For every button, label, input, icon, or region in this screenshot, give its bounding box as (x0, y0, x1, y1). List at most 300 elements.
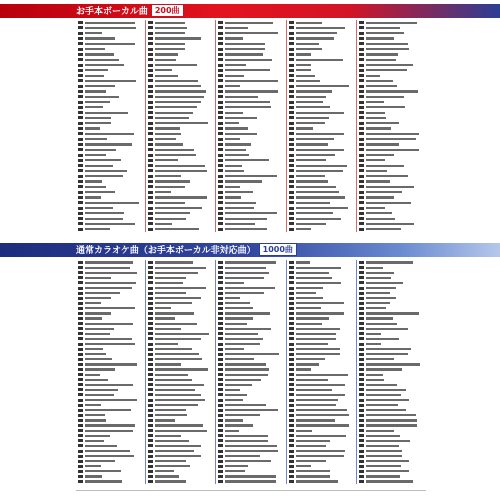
song-title-mark (155, 419, 175, 421)
song-title-mark (225, 90, 278, 92)
song-number-mark (218, 353, 223, 356)
song-number-mark (148, 450, 153, 453)
song-title-mark (366, 196, 394, 198)
song-number-mark (289, 399, 294, 402)
song-title-mark (155, 343, 178, 345)
song-title-mark (85, 323, 133, 325)
song-title-mark (366, 186, 414, 188)
song-title-mark (225, 106, 271, 108)
song-title-mark (225, 455, 260, 457)
song-title-mark (85, 292, 120, 294)
song-number-mark (218, 90, 223, 93)
song-column (356, 20, 426, 232)
song-number-mark (148, 90, 153, 93)
song-title-mark (85, 399, 137, 401)
song-number-mark (359, 455, 364, 458)
song-title-mark (296, 138, 334, 140)
song-title-mark (85, 101, 110, 103)
song-number-mark (148, 169, 153, 172)
song-title-mark (225, 159, 269, 161)
song-number-mark (148, 327, 153, 330)
song-title-mark (296, 302, 344, 304)
song-number-mark (359, 353, 364, 356)
song-number-mark (359, 95, 364, 98)
song-title-mark (296, 149, 344, 151)
song-number-mark (289, 42, 294, 45)
song-title-mark (85, 149, 116, 151)
song-number-mark (78, 358, 83, 361)
song-title-mark (155, 435, 181, 437)
song-title-mark (366, 191, 402, 193)
song-title-mark (366, 480, 413, 482)
song-number-mark (218, 32, 223, 35)
song-title-mark (155, 445, 201, 447)
song-title-mark (155, 48, 185, 50)
song-number-mark (218, 79, 223, 82)
song-number-mark (148, 287, 153, 290)
song-number-mark (148, 26, 153, 29)
song-number-mark (78, 271, 83, 274)
song-number-mark (359, 368, 364, 371)
song-number-mark (78, 261, 83, 264)
song-title-mark (85, 272, 137, 274)
song-number-mark (218, 42, 223, 45)
song-title-mark (155, 312, 194, 314)
song-title-mark (366, 317, 393, 319)
song-number-mark (359, 122, 364, 125)
song-number-mark (148, 261, 153, 264)
song-title-mark (366, 368, 402, 370)
song-title-mark (296, 465, 311, 467)
song-number-mark (359, 58, 364, 61)
song-entry (216, 479, 285, 484)
song-title-mark (225, 394, 247, 396)
song-number-mark (289, 164, 294, 167)
song-number-mark (218, 58, 223, 61)
song-number-mark (148, 475, 153, 478)
song-title-mark (85, 138, 107, 140)
song-number-mark (218, 191, 223, 194)
song-number-mark (289, 465, 294, 468)
song-title-mark (85, 267, 130, 269)
song-title-mark (155, 302, 192, 304)
song-number-mark (78, 64, 83, 67)
song-title-mark (366, 53, 398, 55)
song-title-mark (155, 96, 204, 98)
song-title-mark (366, 430, 394, 432)
song-number-mark (359, 164, 364, 167)
song-entry (287, 479, 356, 484)
song-title-mark (296, 22, 322, 24)
song-title-mark (296, 287, 323, 289)
song-title-mark (366, 59, 396, 61)
song-number-mark (218, 266, 223, 269)
song-title-mark (366, 404, 398, 406)
song-number-mark (289, 358, 294, 361)
song-title-mark (85, 80, 136, 82)
song-number-mark (218, 373, 223, 376)
song-number-mark (148, 217, 153, 220)
song-number-mark (148, 348, 153, 351)
song-number-mark (289, 327, 294, 330)
song-title-mark (296, 261, 310, 263)
song-title-mark (85, 435, 110, 437)
song-title-mark (155, 404, 198, 406)
song-title-mark (366, 333, 381, 335)
song-number-mark (359, 143, 364, 146)
song-title-mark (296, 317, 329, 319)
song-number-mark (78, 399, 83, 402)
song-title-mark (366, 419, 417, 421)
song-number-mark (289, 180, 294, 183)
song-number-mark (359, 399, 364, 402)
song-number-mark (359, 175, 364, 178)
song-number-mark (148, 159, 153, 162)
song-title-mark (296, 37, 334, 39)
song-title-mark (366, 302, 390, 304)
song-number-mark (218, 127, 223, 130)
song-number-mark (78, 475, 83, 478)
song-number-mark (218, 343, 223, 346)
song-title-mark (366, 122, 399, 124)
song-title-mark (225, 358, 254, 360)
song-column (215, 260, 285, 484)
song-title-mark (366, 353, 408, 355)
song-title-mark (296, 180, 328, 182)
song-number-mark (218, 185, 223, 188)
song-title-mark (366, 48, 409, 50)
song-title-mark (366, 323, 397, 325)
song-title-mark (85, 404, 101, 406)
song-title-mark (225, 175, 277, 177)
song-title-mark (366, 435, 400, 437)
song-title-mark (85, 353, 106, 355)
song-title-mark (366, 223, 414, 225)
song-title-mark (296, 358, 325, 360)
song-number-mark (218, 409, 223, 412)
song-title-mark (366, 379, 384, 381)
song-number-mark (148, 414, 153, 417)
song-number-mark (78, 368, 83, 371)
song-number-mark (289, 53, 294, 56)
song-number-mark (218, 26, 223, 29)
song-title-mark (225, 419, 243, 421)
song-title-mark (366, 424, 417, 426)
song-title-mark (225, 435, 268, 437)
song-title-mark (225, 450, 278, 452)
song-title-mark (296, 424, 349, 426)
song-title-mark (155, 317, 175, 319)
song-number-mark (148, 138, 153, 141)
song-column (286, 260, 356, 484)
song-number-mark (289, 455, 294, 458)
song-title-mark (225, 297, 240, 299)
song-number-mark (148, 266, 153, 269)
song-number-mark (218, 212, 223, 215)
song-number-mark (289, 74, 294, 77)
song-title-mark (366, 228, 401, 230)
song-title-mark (225, 353, 279, 355)
song-title-mark (225, 127, 248, 129)
song-number-mark (218, 419, 223, 422)
song-title-mark (366, 312, 419, 314)
song-number-mark (218, 444, 223, 447)
song-number-mark (218, 424, 223, 427)
song-title-mark (155, 394, 201, 396)
song-number-mark (218, 439, 223, 442)
song-title-mark (85, 343, 135, 345)
song-number-mark (218, 64, 223, 67)
song-title-mark (155, 440, 189, 442)
song-title-mark (85, 480, 122, 482)
song-number-mark (359, 317, 364, 320)
song-title-mark (225, 430, 239, 432)
song-title-mark (85, 348, 103, 350)
song-title-mark (225, 27, 248, 29)
song-title-mark (155, 399, 205, 401)
song-title-mark (366, 374, 383, 376)
song-number-mark (289, 271, 294, 274)
song-title-mark (85, 419, 106, 421)
song-title-mark (296, 430, 312, 432)
song-title-mark (366, 212, 392, 214)
song-title-mark (225, 267, 266, 269)
song-number-mark (78, 327, 83, 330)
song-title-mark (296, 48, 322, 50)
song-title-mark (155, 207, 202, 209)
song-number-mark (218, 175, 223, 178)
song-title-mark (225, 460, 271, 462)
song-title-mark (85, 358, 112, 360)
song-title-mark (296, 170, 343, 172)
song-title-mark (225, 445, 277, 447)
song-number-mark (78, 222, 83, 225)
song-title-mark (296, 440, 330, 442)
song-title-mark (85, 53, 114, 55)
song-title-mark (85, 202, 139, 204)
song-title-mark (155, 32, 185, 34)
song-number-mark (289, 69, 294, 72)
song-number-mark (359, 116, 364, 119)
song-title-mark (85, 302, 101, 304)
song-title-mark (85, 475, 102, 477)
song-number-mark (78, 180, 83, 183)
song-number-mark (289, 261, 294, 264)
song-number-mark (148, 322, 153, 325)
song-number-mark (359, 21, 364, 24)
song-title-mark (85, 333, 110, 335)
song-title-mark (366, 399, 409, 401)
song-number-mark (359, 302, 364, 305)
song-number-mark (78, 111, 83, 114)
song-title-mark (85, 287, 132, 289)
vocal-song-grid (76, 20, 426, 232)
song-title-mark (225, 272, 269, 274)
song-entry (146, 479, 215, 484)
song-number-mark (78, 480, 83, 483)
song-title-mark (366, 112, 385, 114)
song-number-mark (359, 132, 364, 135)
song-number-mark (359, 79, 364, 82)
song-number-mark (289, 127, 294, 130)
song-title-mark (366, 37, 394, 39)
song-number-mark (78, 297, 83, 300)
song-title-mark (296, 374, 348, 376)
song-title-mark (296, 267, 341, 269)
song-title-mark (225, 218, 267, 220)
song-title-mark (366, 22, 417, 24)
song-title-mark (155, 424, 203, 426)
song-title-mark (296, 328, 340, 330)
song-number-mark (359, 90, 364, 93)
song-number-mark (78, 287, 83, 290)
song-number-mark (359, 363, 364, 366)
song-number-mark (78, 169, 83, 172)
vocal-section-banner (0, 4, 500, 18)
song-number-mark (148, 175, 153, 178)
karaoke-song-grid (76, 260, 426, 484)
song-number-mark (289, 169, 294, 172)
song-title-mark (85, 96, 119, 98)
song-title-mark (296, 368, 311, 370)
song-title-mark (366, 75, 380, 77)
song-number-mark (148, 164, 153, 167)
song-number-mark (289, 363, 294, 366)
song-title-mark (296, 480, 338, 482)
song-number-mark (289, 175, 294, 178)
song-title-mark (366, 307, 386, 309)
song-title-mark (366, 384, 397, 386)
song-number-mark (359, 475, 364, 478)
song-title-mark (85, 379, 108, 381)
song-title-mark (366, 138, 416, 140)
song-title-mark (155, 470, 174, 472)
song-number-mark (148, 127, 153, 130)
song-number-mark (148, 281, 153, 284)
song-number-mark (289, 116, 294, 119)
song-title-mark (296, 307, 321, 309)
song-number-mark (78, 159, 83, 162)
song-title-mark (85, 154, 106, 156)
song-title-mark (85, 317, 102, 319)
song-title-mark (296, 53, 311, 55)
song-title-mark (85, 22, 135, 24)
song-number-mark (78, 127, 83, 130)
song-number-mark (359, 127, 364, 130)
song-entry (287, 227, 356, 232)
song-title-mark (296, 277, 332, 279)
song-number-mark (359, 393, 364, 396)
song-number-mark (289, 95, 294, 98)
song-number-mark (148, 53, 153, 56)
song-title-mark (225, 368, 269, 370)
song-number-mark (78, 429, 83, 432)
song-title-mark (155, 202, 185, 204)
song-title-mark (155, 22, 185, 24)
song-number-mark (148, 207, 153, 210)
song-title-mark (296, 353, 340, 355)
song-number-mark (218, 332, 223, 335)
song-title-mark (225, 261, 276, 263)
song-title-mark (225, 404, 266, 406)
song-title-mark (155, 186, 185, 188)
song-title-mark (296, 122, 325, 124)
song-number-mark (289, 353, 294, 356)
song-title-mark (225, 117, 257, 119)
song-title-mark (296, 435, 346, 437)
song-title-mark (85, 389, 118, 391)
song-title-mark (366, 267, 383, 269)
song-column (356, 260, 426, 484)
song-number-mark (359, 196, 364, 199)
song-number-mark (148, 58, 153, 61)
song-number-mark (218, 450, 223, 453)
song-number-mark (148, 460, 153, 463)
song-number-mark (289, 64, 294, 67)
song-title-mark (85, 159, 121, 161)
song-number-mark (218, 228, 223, 231)
song-number-mark (78, 53, 83, 56)
song-number-mark (289, 322, 294, 325)
song-title-mark (85, 409, 131, 411)
song-number-mark (359, 460, 364, 463)
song-title-mark (225, 53, 263, 55)
song-number-mark (289, 378, 294, 381)
song-title-mark (155, 75, 178, 77)
song-number-mark (78, 414, 83, 417)
song-number-mark (78, 148, 83, 151)
song-number-mark (218, 132, 223, 135)
song-number-mark (218, 480, 223, 483)
song-number-mark (218, 196, 223, 199)
song-title-mark (225, 186, 240, 188)
song-title-mark (366, 165, 404, 167)
song-title-mark (366, 207, 385, 209)
song-number-mark (78, 164, 83, 167)
song-number-mark (78, 404, 83, 407)
song-title-mark (296, 409, 347, 411)
song-number-mark (359, 228, 364, 231)
song-number-mark (359, 414, 364, 417)
song-title-mark (296, 404, 336, 406)
song-number-mark (148, 122, 153, 125)
song-number-mark (289, 480, 294, 483)
song-title-mark (296, 101, 323, 103)
song-title-mark (296, 191, 339, 193)
song-number-mark (148, 434, 153, 437)
song-number-mark (148, 201, 153, 204)
song-number-mark (78, 302, 83, 305)
song-number-mark (148, 302, 153, 305)
song-title-mark (225, 143, 251, 145)
song-title-mark (366, 328, 408, 330)
song-title-mark (296, 297, 323, 299)
song-title-mark (296, 175, 325, 177)
song-title-mark (225, 277, 264, 279)
song-title-mark (85, 312, 111, 314)
song-title-mark (225, 475, 276, 477)
song-number-mark (78, 32, 83, 35)
song-title-mark (296, 323, 322, 325)
song-title-mark (366, 338, 399, 340)
song-number-mark (218, 414, 223, 417)
song-number-mark (148, 439, 153, 442)
song-number-mark (289, 32, 294, 35)
song-title-mark (366, 440, 410, 442)
song-title-mark (296, 363, 319, 365)
song-number-mark (218, 460, 223, 463)
song-number-mark (78, 383, 83, 386)
